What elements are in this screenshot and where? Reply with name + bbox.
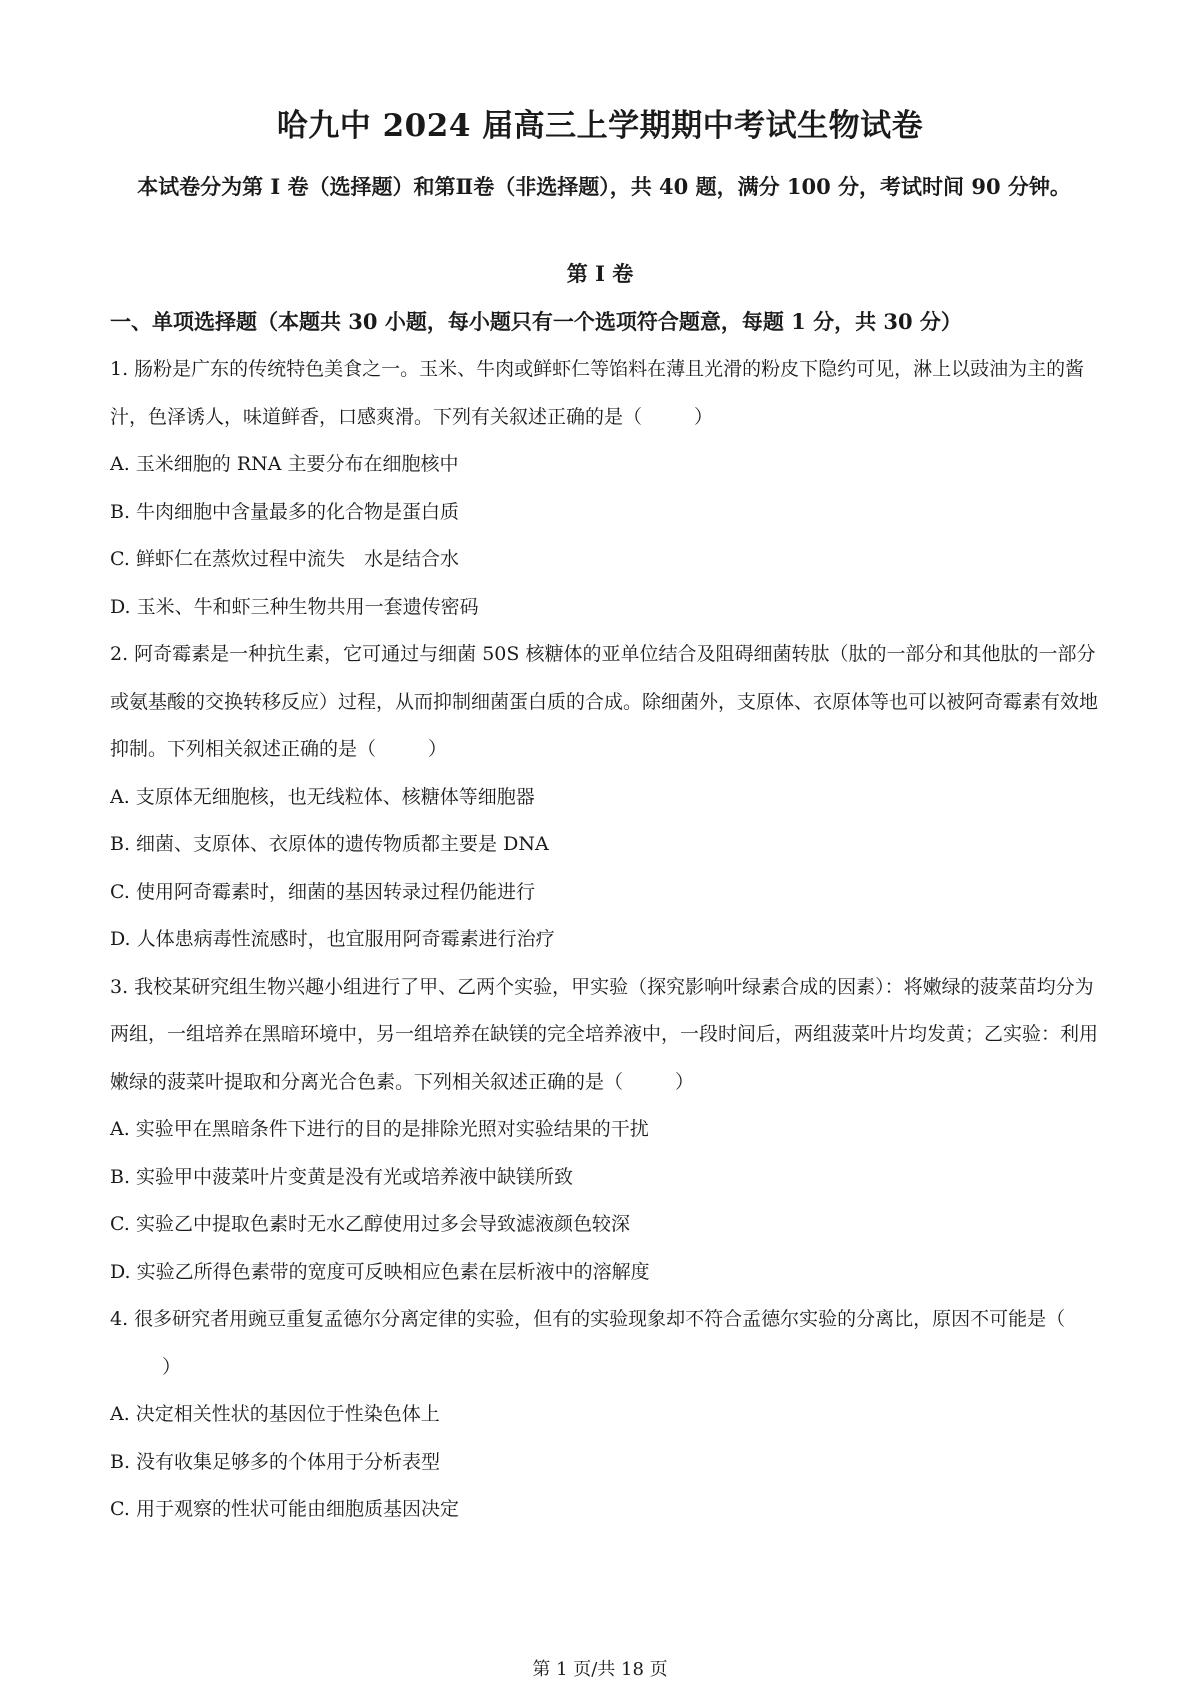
option-c: C. 使用阿奇霉素时，细菌的基因转录过程仍能进行: [110, 880, 535, 903]
question-stem: [110, 346, 1100, 441]
question-list: [110, 346, 1100, 1534]
question-stem: [110, 964, 1100, 1107]
question-stem-text: 4. 很多研究者用豌豆重复孟德尔分离定律的实验，但有的实验现象却不符合孟德尔实验的分离比，原因不可能是（: [110, 1308, 1066, 1330]
option-b: B. 实验甲中菠菜叶片变黄是没有光或培养液中缺镁所致: [110, 1165, 574, 1188]
page-footer: 第 1 页/共 18 页: [532, 1659, 668, 1680]
volume-label: 第 I 卷: [566, 261, 634, 286]
option-b: B. 没有收集足够多的个体用于分析表型: [110, 1450, 441, 1473]
option-c: C. 用于观察的性状可能由细胞质基因决定: [110, 1498, 459, 1520]
option-b: B. 细菌、支原体、衣原体的遗传物质都主要是 DNA: [110, 833, 549, 855]
question-1: [110, 346, 1100, 631]
question-stem: [110, 1296, 1100, 1391]
exam-title: 哈九中 2024 届高三上学期期中考试生物试卷: [276, 108, 924, 144]
section-heading: 一、单项选择题（本题共 30 小题，每小题只有一个选项符合题意，每题 1 分，共 30 分）: [110, 309, 962, 334]
option-b: B. 牛肉细胞中含量最多的化合物是蛋白质: [110, 500, 460, 523]
question-stem-close: ）: [694, 405, 714, 428]
question-stem-text: 2. 阿奇霉素是一种抗生素，它可通过与细菌 50S 核糖体的亚单位结合及阻碍细菌转肽（肽的一部分和其他肽的一部分或氨基酸的交换转移反应）过程，从而抑制细菌蛋白质的合成。除细菌外，支原体、衣原体等也可以被阿奇霉素有效地抑制。下列相关叙述正确的是（: [110, 643, 1099, 760]
question-stem: [110, 631, 1100, 774]
question-stem-close: ）: [162, 1355, 182, 1378]
question-stem-close: ）: [675, 1070, 695, 1093]
option-d: D. 玉米、牛和虾三种生物共用一套遗传密码: [110, 595, 479, 618]
option-c: C. 鲜虾仁在蒸炊过程中流失 水是结合水: [110, 548, 459, 570]
question-stem-close: ）: [428, 738, 448, 760]
option-c: C. 实验乙中提取色素时无水乙醇使用过多会导致滤液颜色较深: [110, 1213, 630, 1235]
question-4: [110, 1296, 1100, 1534]
question-3: [110, 964, 1100, 1297]
question-stem-text: 3. 我校某研究组生物兴趣小组进行了甲、乙两个实验，甲实验（探究影响叶绿素合成的因素）：将嫩绿的菠菜苗均分为两组，一组培养在黑暗环境中，另一组培养在缺镁的完全培养液中，一段时间后，两组菠菜叶片均发黄；乙实验：利用嫩绿的菠菜叶提取和分离光合色素。下列相关叙述正确的是（: [110, 975, 1099, 1093]
option-d: D. 人体患病毒性流感时，也宜服用阿奇霉素进行治疗: [110, 928, 555, 950]
question-stem-text: 1. 肠粉是广东的传统特色美食之一。玉米、牛肉或鲜虾仁等馅料在薄且光滑的粉皮下隐约可见，淋上以豉油为主的酱汁，色泽诱人，味道鲜香，口感爽滑。下列有关叙述正确的是（: [110, 358, 1085, 428]
question-2: [110, 631, 1100, 964]
option-a: A. 玉米细胞的 RNA 主要分布在细胞核中: [110, 453, 459, 475]
option-d: D. 实验乙所得色素带的宽度可反映相应色素在层析液中的溶解度: [110, 1260, 650, 1283]
exam-notice: 本试卷分为第 I 卷（选择题）和第Ⅱ卷（非选择题），共 40 题，满分 100 分，考试时间 90 分钟。: [137, 174, 1071, 199]
option-a: A. 支原体无细胞核，也无线粒体、核糖体等细胞器: [110, 785, 535, 808]
option-a: A. 决定相关性状的基因位于性染色体上: [110, 1403, 440, 1425]
option-a: A. 实验甲在黑暗条件下进行的目的是排除光照对实验结果的干扰: [110, 1118, 649, 1140]
